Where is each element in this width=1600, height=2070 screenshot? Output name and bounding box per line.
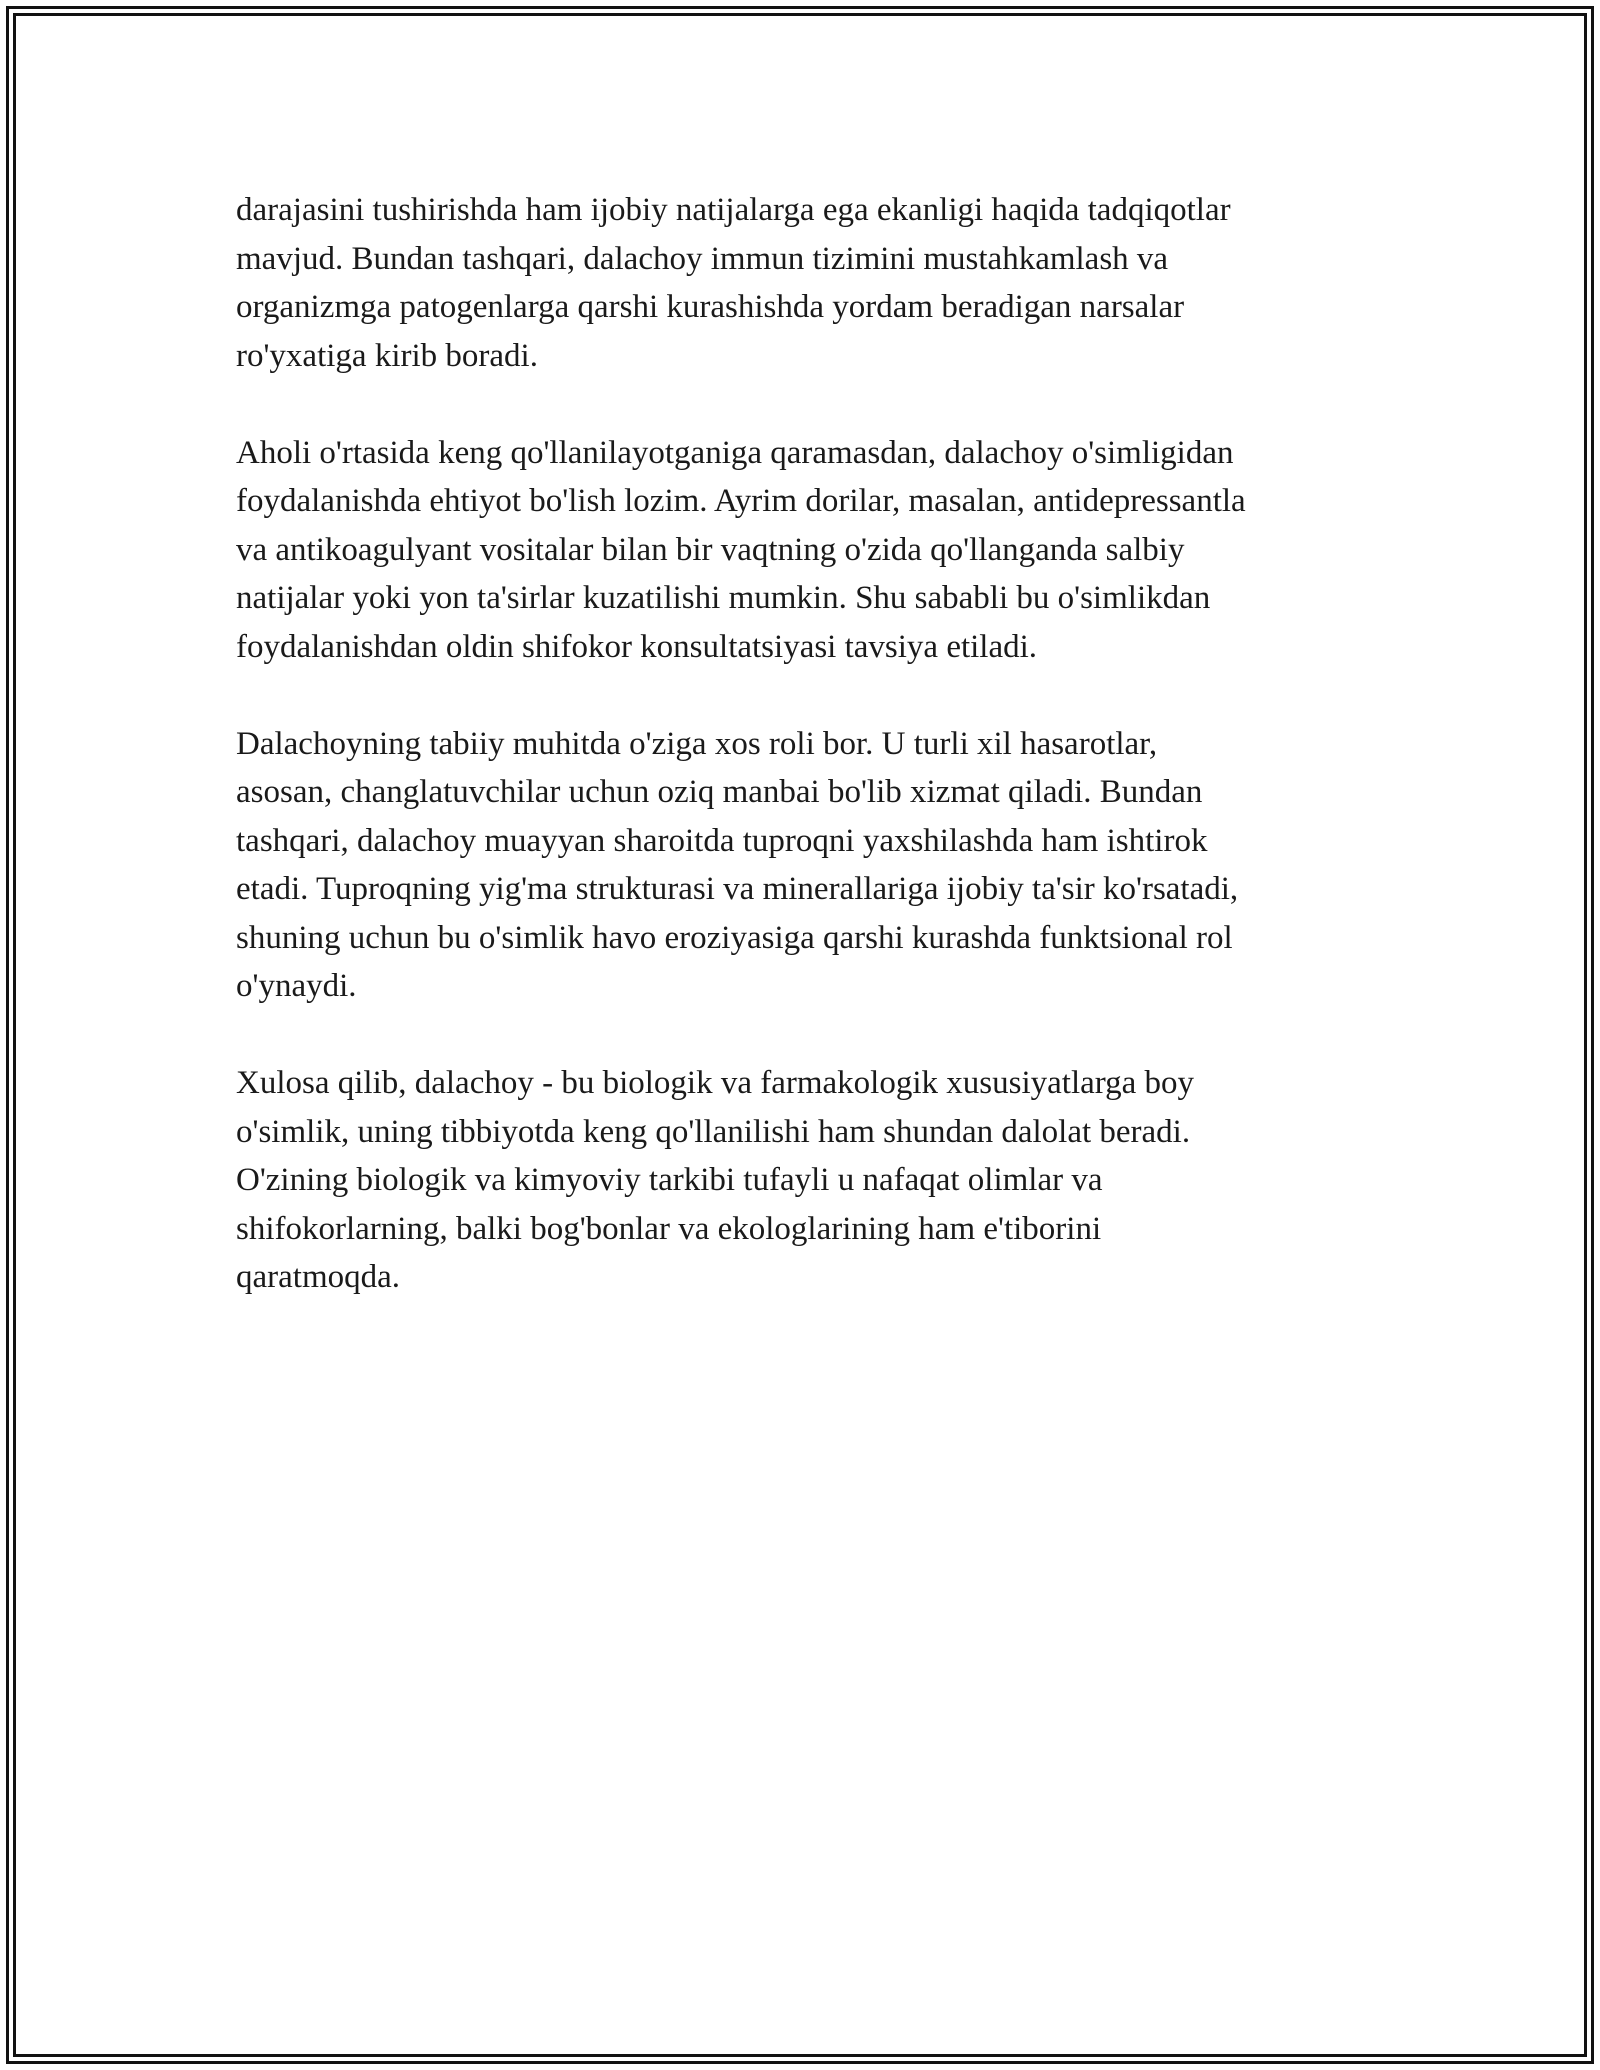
paragraph-line: shuning uchun bu o'simlik havo eroziyasiga qarshi kurashda funktsional rol (236, 919, 1233, 956)
paragraph-line: shifokorlarning, balki bog'bonlar va ekologlarining ham e'tiborini (236, 1210, 1102, 1247)
paragraph-line: ro'yxatiga kirib boradi. (236, 337, 538, 374)
paragraph-line: O'zining biologik va kimyoviy tarkibi tufayli u nafaqat olimlar va (236, 1162, 1103, 1198)
paragraph-3 (236, 720, 1396, 1011)
paragraph-line: va antikoagulyant vositalar bilan bir vaqtning o'zida qo'llanganda salbiy (236, 531, 1185, 568)
paragraph-line: etadi. Tuproqning yig'ma strukturasi va minerallariga ijobiy ta'sir ko'rsatadi, (236, 871, 1239, 907)
paragraph-line: tashqari, dalachoy muayyan sharoitda tuproqni yaxshilashda ham ishtirok (236, 822, 1208, 859)
paragraph-line: darajasini tushirishda ham ijobiy natijalarga ega ekanligi haqida tadqiqotlar (236, 192, 1231, 228)
paragraph-line: foydalanishdan oldin shifokor konsultatsiyasi tavsiya etiladi. (236, 628, 1038, 665)
paragraph-2 (236, 429, 1396, 672)
paragraph-line: foydalanishda ehtiyot bo'lish lozim. Ayrim dorilar, masalan, antidepressantla (236, 483, 1246, 519)
paragraph-line: o'simlik, uning tibbiyotda keng qo'llanilishi ham shundan dalolat beradi. (236, 1113, 1191, 1150)
paragraph-line: mavjud. Bundan tashqari, dalachoy immun tizimini mustahkamlash va (236, 240, 1169, 277)
document-body (236, 186, 1396, 1350)
paragraph-line: Xulosa qilib, dalachoy - bu biologik va farmakologik xususiyatlarga boy (236, 1065, 1195, 1101)
paragraph-line: Dalachoyning tabiiy muhitda o'ziga xos roli bor. U turli xil hasarotlar, (236, 725, 1158, 762)
paragraph-line: o'ynaydi. (236, 968, 357, 1004)
paragraph-line: qaratmoqda. (236, 1259, 401, 1295)
paragraph-line: natijalar yoki yon ta'sirlar kuzatilishi mumkin. Shu sababli bu o'simlikdan (236, 580, 1211, 616)
paragraph-line: asosan, changlatuvchilar uchun oziq manbai bo'lib xizmat qiladi. Bundan (236, 774, 1203, 810)
paragraph-line: Aholi o'rtasida keng qo'llanilayotganiga qaramasdan, dalachoy o'simligidan (236, 434, 1234, 471)
paragraph-line: organizmga patogenlarga qarshi kurashishda yordam beradigan narsalar (236, 289, 1185, 325)
paragraph-1 (236, 186, 1396, 380)
paragraph-4 (236, 1059, 1396, 1302)
